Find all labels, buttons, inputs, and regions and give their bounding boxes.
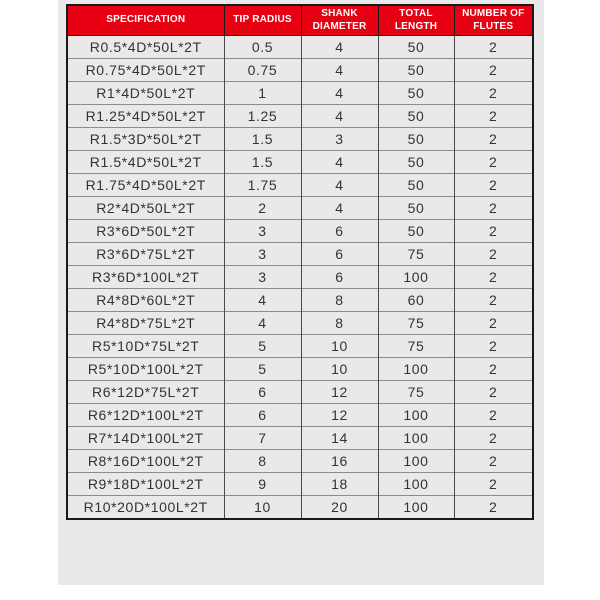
spec-cell: R1.5*3D*50L*2T (67, 128, 224, 151)
value-cell: 2 (454, 105, 533, 128)
value-cell: 6 (301, 220, 378, 243)
spec-cell: R3*6D*75L*2T (67, 243, 224, 266)
table-row (67, 335, 533, 358)
table-row (67, 220, 533, 243)
value-cell: 3 (224, 243, 301, 266)
table-row (67, 105, 533, 128)
value-cell: 10 (224, 496, 301, 519)
value-cell: 2 (454, 335, 533, 358)
value-cell: 75 (378, 381, 454, 404)
value-cell: 14 (301, 427, 378, 450)
value-cell: 2 (454, 197, 533, 220)
spec-cell: R3*6D*50L*2T (67, 220, 224, 243)
value-cell: 1.5 (224, 128, 301, 151)
header-row (67, 5, 533, 36)
value-cell: 10 (301, 358, 378, 381)
table-header (67, 5, 533, 36)
spec-cell: R5*10D*75L*2T (67, 335, 224, 358)
table-row (67, 151, 533, 174)
table-row (67, 381, 533, 404)
value-cell: 5 (224, 335, 301, 358)
table-row (67, 174, 533, 197)
table-row (67, 128, 533, 151)
value-cell: 8 (224, 450, 301, 473)
value-cell: 2 (454, 289, 533, 312)
value-cell: 4 (301, 82, 378, 105)
spec-cell: R7*14D*100L*2T (67, 427, 224, 450)
value-cell: 7 (224, 427, 301, 450)
specification-table (66, 4, 534, 520)
value-cell: 100 (378, 473, 454, 496)
value-cell: 2 (454, 473, 533, 496)
spec-cell: R5*10D*100L*2T (67, 358, 224, 381)
value-cell: 75 (378, 335, 454, 358)
value-cell: 4 (301, 105, 378, 128)
spec-cell: R0.75*4D*50L*2T (67, 59, 224, 82)
table-panel (58, 0, 544, 585)
value-cell: 2 (454, 427, 533, 450)
spec-cell: R0.5*4D*50L*2T (67, 36, 224, 59)
value-cell: 100 (378, 427, 454, 450)
value-cell: 50 (378, 220, 454, 243)
value-cell: 4 (301, 59, 378, 82)
value-cell: 2 (454, 312, 533, 335)
value-cell: 10 (301, 335, 378, 358)
spec-cell: R8*16D*100L*2T (67, 450, 224, 473)
value-cell: 100 (378, 450, 454, 473)
value-cell: 50 (378, 151, 454, 174)
value-cell: 2 (224, 197, 301, 220)
table-row (67, 404, 533, 427)
value-cell: 4 (301, 36, 378, 59)
column-header: TIP RADIUS (224, 5, 301, 36)
value-cell: 6 (301, 243, 378, 266)
value-cell: 12 (301, 381, 378, 404)
table-row (67, 82, 533, 105)
value-cell: 1.75 (224, 174, 301, 197)
table-row (67, 289, 533, 312)
value-cell: 2 (454, 496, 533, 519)
value-cell: 100 (378, 358, 454, 381)
value-cell: 2 (454, 151, 533, 174)
value-cell: 1 (224, 82, 301, 105)
spec-cell: R9*18D*100L*2T (67, 473, 224, 496)
value-cell: 50 (378, 59, 454, 82)
value-cell: 2 (454, 358, 533, 381)
value-cell: 2 (454, 82, 533, 105)
table-row (67, 197, 533, 220)
spec-cell: R2*4D*50L*2T (67, 197, 224, 220)
value-cell: 5 (224, 358, 301, 381)
column-header: SPECIFICATION (67, 5, 224, 36)
value-cell: 50 (378, 36, 454, 59)
spec-cell: R4*8D*75L*2T (67, 312, 224, 335)
value-cell: 4 (301, 197, 378, 220)
spec-cell: R4*8D*60L*2T (67, 289, 224, 312)
value-cell: 3 (224, 220, 301, 243)
value-cell: 2 (454, 381, 533, 404)
value-cell: 2 (454, 220, 533, 243)
spec-cell: R1.75*4D*50L*2T (67, 174, 224, 197)
value-cell: 100 (378, 266, 454, 289)
value-cell: 9 (224, 473, 301, 496)
column-header: SHANK DIAMETER (301, 5, 378, 36)
value-cell: 50 (378, 128, 454, 151)
value-cell: 0.5 (224, 36, 301, 59)
value-cell: 8 (301, 289, 378, 312)
value-cell: 100 (378, 496, 454, 519)
spec-cell: R1.5*4D*50L*2T (67, 151, 224, 174)
value-cell: 2 (454, 266, 533, 289)
value-cell: 50 (378, 82, 454, 105)
value-cell: 4 (224, 289, 301, 312)
spec-cell: R3*6D*100L*2T (67, 266, 224, 289)
table-row (67, 266, 533, 289)
value-cell: 20 (301, 496, 378, 519)
value-cell: 4 (224, 312, 301, 335)
value-cell: 60 (378, 289, 454, 312)
value-cell: 0.75 (224, 59, 301, 82)
table-row (67, 427, 533, 450)
spec-cell: R6*12D*100L*2T (67, 404, 224, 427)
value-cell: 4 (301, 174, 378, 197)
value-cell: 2 (454, 450, 533, 473)
value-cell: 6 (224, 381, 301, 404)
spec-cell: R10*20D*100L*2T (67, 496, 224, 519)
value-cell: 6 (301, 266, 378, 289)
value-cell: 2 (454, 59, 533, 82)
value-cell: 100 (378, 404, 454, 427)
spec-cell: R1.25*4D*50L*2T (67, 105, 224, 128)
value-cell: 3 (301, 128, 378, 151)
table-row (67, 59, 533, 82)
column-header: NUMBER OF FLUTES (454, 5, 533, 36)
value-cell: 12 (301, 404, 378, 427)
value-cell: 2 (454, 36, 533, 59)
value-cell: 50 (378, 197, 454, 220)
table-row (67, 358, 533, 381)
value-cell: 50 (378, 105, 454, 128)
value-cell: 50 (378, 174, 454, 197)
table-row (67, 243, 533, 266)
spec-cell: R6*12D*75L*2T (67, 381, 224, 404)
value-cell: 8 (301, 312, 378, 335)
table-row (67, 36, 533, 59)
column-header: TOTAL LENGTH (378, 5, 454, 36)
value-cell: 75 (378, 243, 454, 266)
value-cell: 6 (224, 404, 301, 427)
table-row (67, 496, 533, 519)
value-cell: 16 (301, 450, 378, 473)
spec-cell: R1*4D*50L*2T (67, 82, 224, 105)
table-row (67, 312, 533, 335)
value-cell: 2 (454, 128, 533, 151)
value-cell: 1.25 (224, 105, 301, 128)
table-row (67, 450, 533, 473)
value-cell: 3 (224, 266, 301, 289)
value-cell: 2 (454, 243, 533, 266)
value-cell: 2 (454, 404, 533, 427)
value-cell: 4 (301, 151, 378, 174)
value-cell: 1.5 (224, 151, 301, 174)
value-cell: 2 (454, 174, 533, 197)
value-cell: 75 (378, 312, 454, 335)
spec-table-body (67, 36, 533, 519)
table-row (67, 473, 533, 496)
value-cell: 18 (301, 473, 378, 496)
